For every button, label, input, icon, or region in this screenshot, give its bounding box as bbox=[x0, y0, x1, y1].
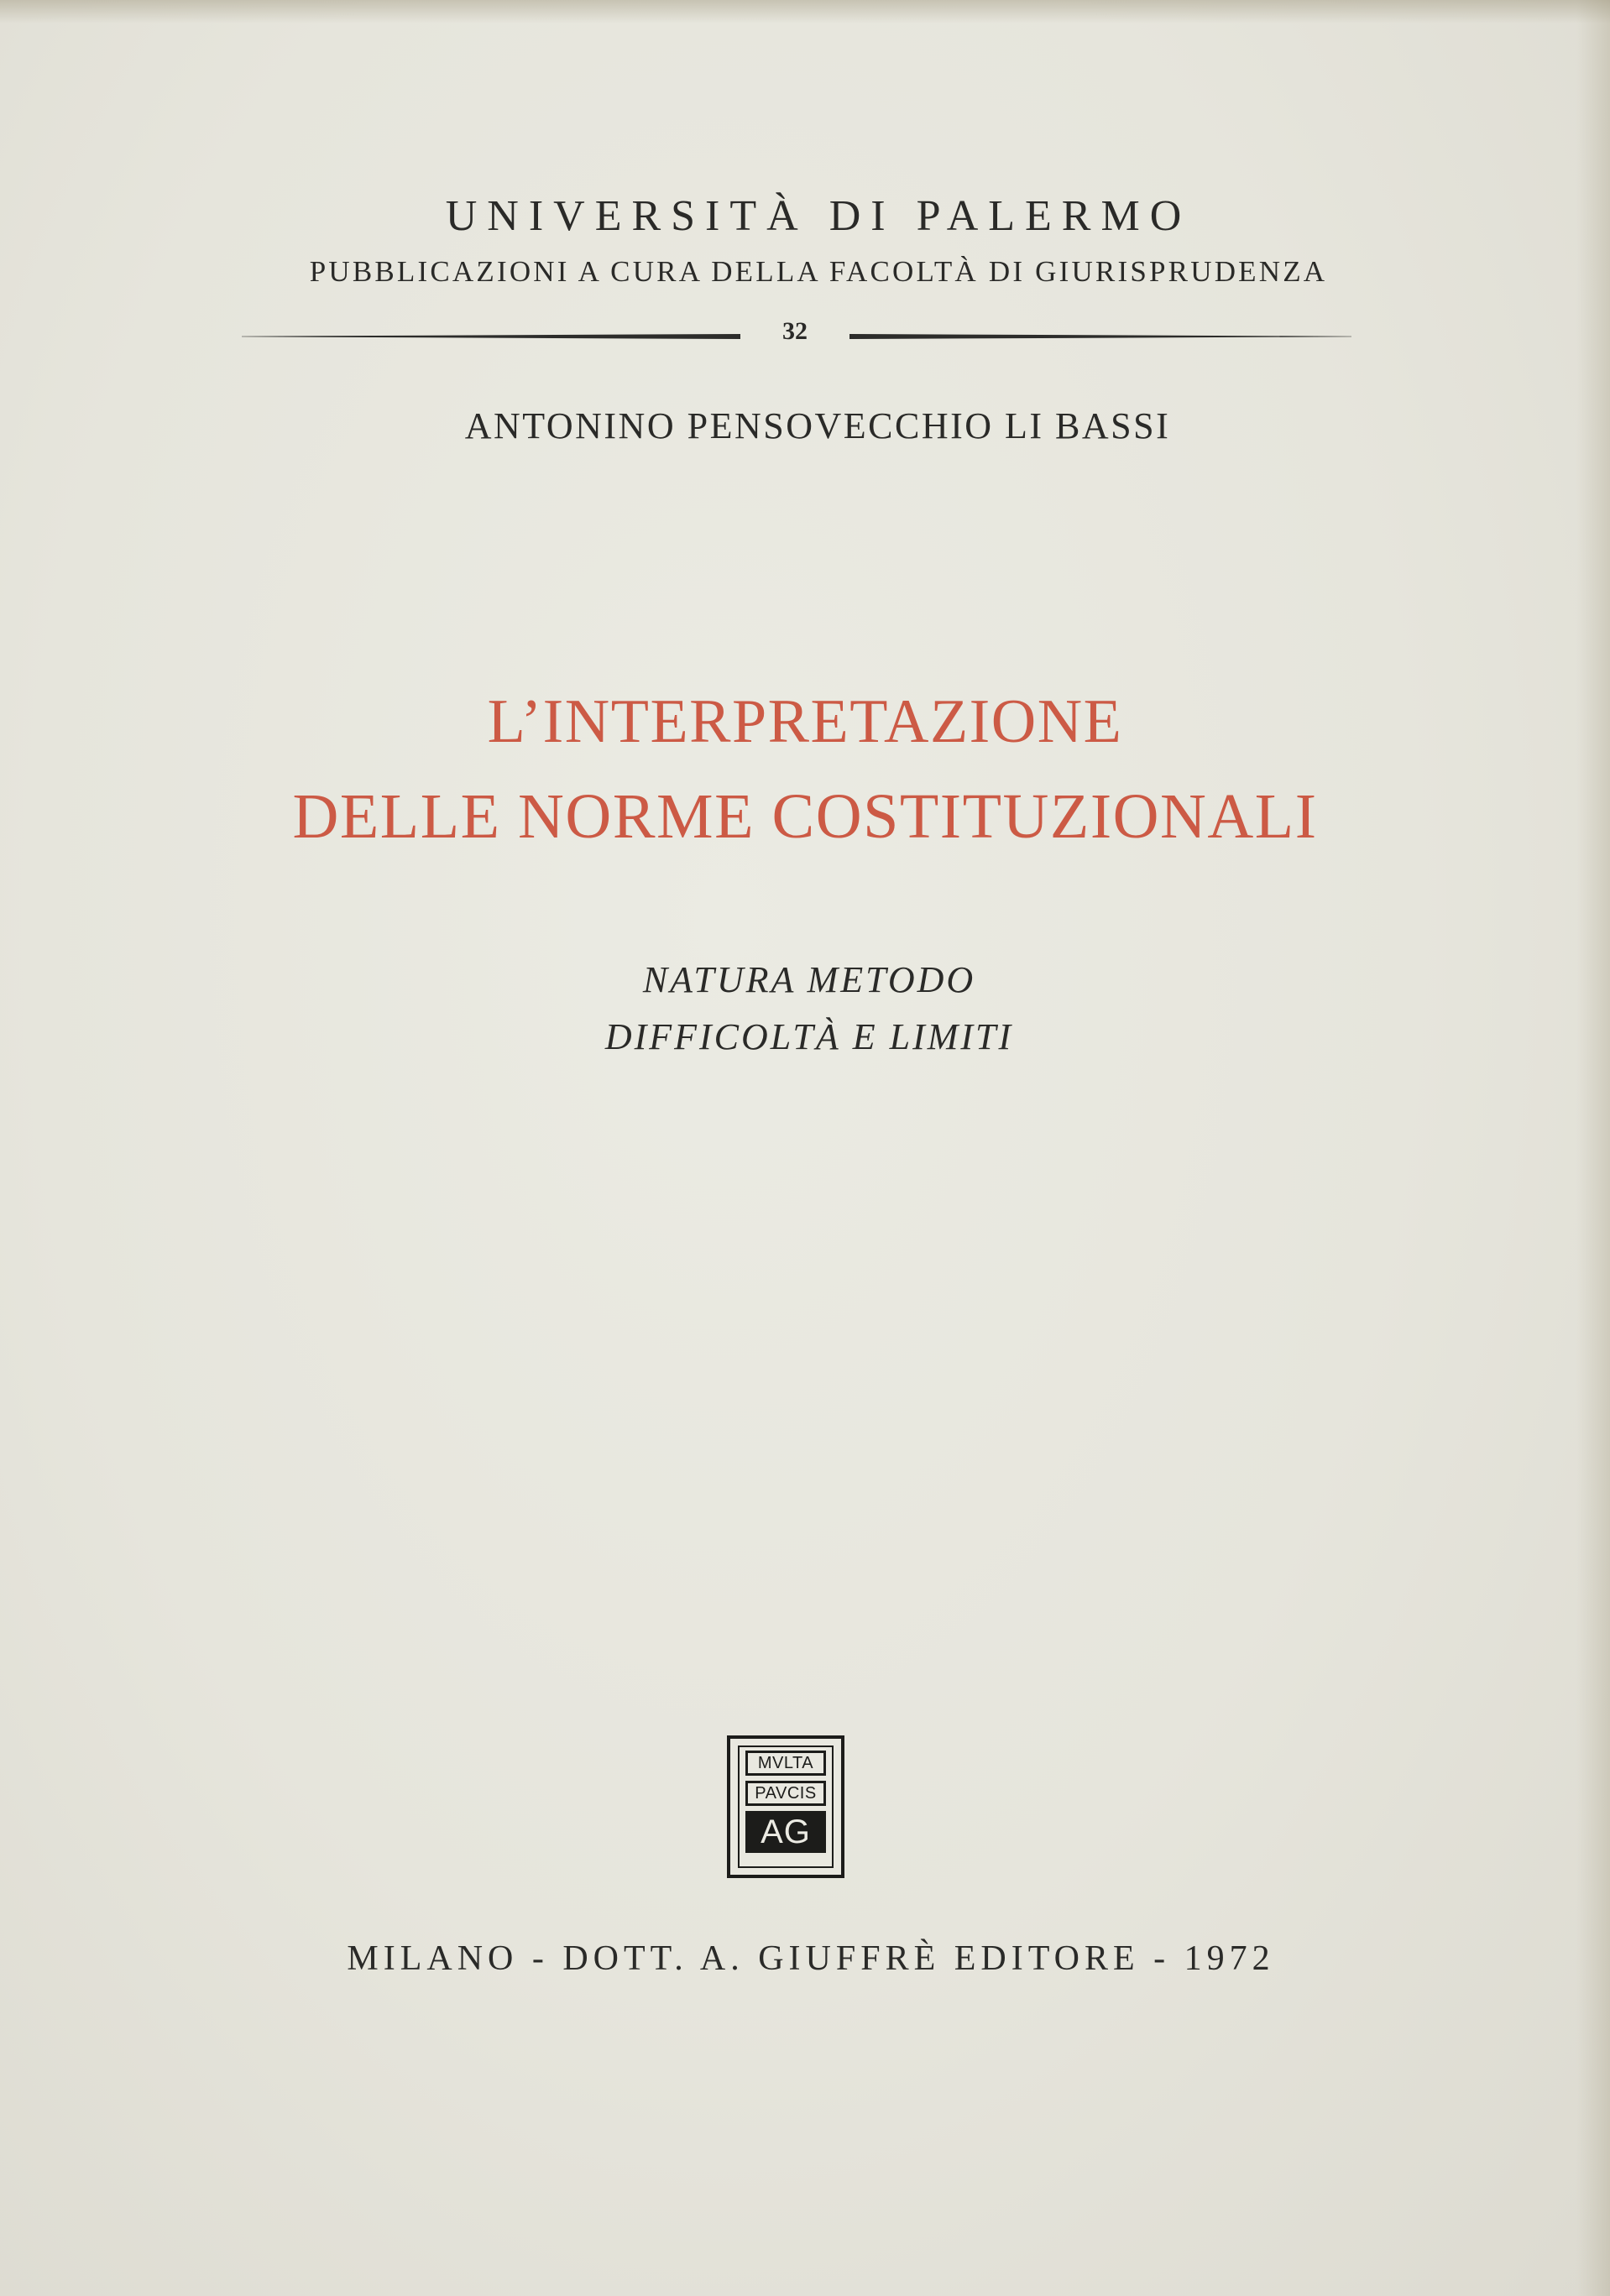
series-number-row bbox=[242, 317, 1351, 354]
book-subtitle-line-1: NATURA METODO bbox=[642, 959, 976, 1000]
publisher-logo bbox=[727, 1735, 844, 1878]
university-name: UNIVERSITÀ DI PALERMO bbox=[445, 192, 1192, 240]
book-title-line-1: L’INTERPRETAZIONE bbox=[487, 687, 1123, 756]
book-title-line-2: DELLE NORME COSTITUZIONALI bbox=[292, 781, 1318, 852]
logo-monogram: AG bbox=[745, 1811, 826, 1853]
logo-word-multa: MVLTA bbox=[745, 1751, 826, 1776]
cover-top-edge-shadow bbox=[0, 0, 1610, 23]
series-description: PUBBLICAZIONI A CURA DELLA FACOLTÀ DI GIURISPRUDENZA bbox=[309, 255, 1328, 288]
publisher-imprint: MILANO - DOTT. A. GIUFFRÈ EDITORE - 1972 bbox=[347, 1939, 1275, 1978]
right-rule-divider bbox=[849, 334, 1351, 339]
author-name: ANTONINO PENSOVECCHIO LI BASSI bbox=[464, 405, 1171, 446]
series-number: 32 bbox=[782, 317, 808, 345]
book-subtitle-line-2: DIFFICOLTÀ E LIMITI bbox=[604, 1016, 1014, 1057]
left-rule-divider bbox=[242, 334, 740, 339]
publisher-logo-frame bbox=[738, 1745, 834, 1868]
logo-word-paucis: PAVCIS bbox=[745, 1781, 826, 1806]
